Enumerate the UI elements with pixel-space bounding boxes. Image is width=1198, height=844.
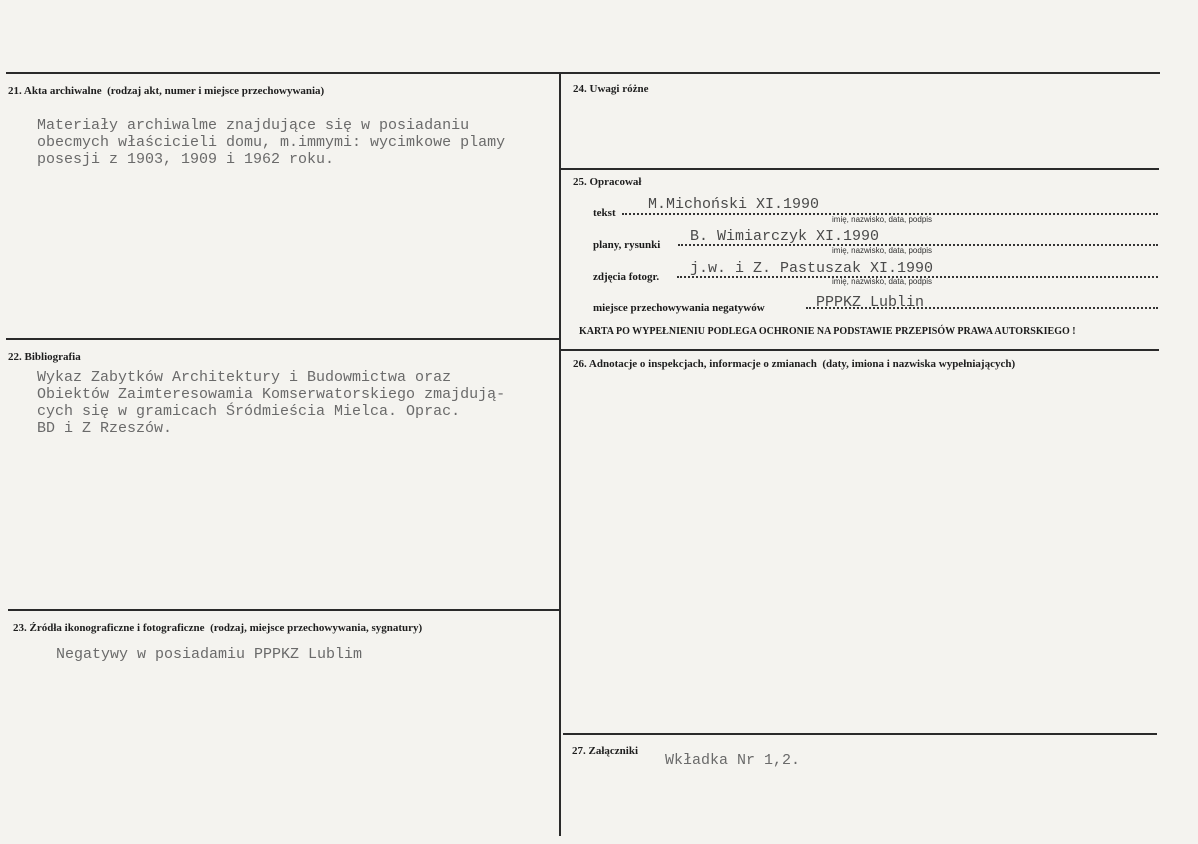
field-tekst-label: tekst [593, 207, 616, 219]
section-24-label: 24. Uwagi różne [573, 83, 649, 95]
section-22-label: 22. Bibliografia [8, 351, 81, 363]
section-22-line-1: Wykaz Zabytków Architektury i Budowmictwa oraz [37, 369, 452, 386]
field-plany-hint: imię, nazwisko, data, podpis [832, 246, 933, 255]
section-26-label: 26. Adnotacje o inspekcjach, informacje o zmianach (daty, imiona i nazwiska wypełniających) [573, 358, 1016, 370]
section-22-line-2: Obiektów Zaimteresowamia Komserwatorskiego zmajdują- [37, 386, 506, 403]
divider-25-26 [561, 349, 1159, 351]
field-plany-label: plany, rysunki [593, 239, 661, 251]
field-negatywy-label: miejsce przechowywania negatywów [593, 302, 765, 314]
section-21-line-3: posesji z 1903, 1909 i 1962 roku. [37, 151, 335, 168]
copyright-notice: KARTA PO WYPEŁNIENIU PODLEGA OCHRONIE NA PODSTAWIE PRZEPISÓW PRAWA AUTORSKIEGO ! [579, 326, 1076, 337]
field-negatywy-value: PPPKZ Lublin [816, 294, 925, 311]
section-21-label: 21. Akta archiwalne (rodzaj akt, numer i miejsce przechowywania) [8, 85, 325, 97]
divider-26-27 [563, 733, 1157, 735]
field-tekst-value: M.Michoński XI.1990 [648, 196, 820, 213]
section-21-line-1: Materiały archiwalme znajdujące się w posiadaniu [37, 117, 470, 134]
section-23-label: 23. Źródła ikonograficzne i fotograficzne (rodzaj, miejsce przechowywania, sygnatury) [13, 622, 423, 634]
field-zdjecia-value: j.w. i Z. Pastuszak XI.1990 [690, 260, 934, 277]
field-tekst-hint: imię, nazwisko, data, podpis [832, 215, 933, 224]
field-zdjecia-label: zdjęcia fotogr. [593, 271, 660, 283]
section-27-value: Wkładka Nr 1,2. [665, 752, 801, 769]
section-23-line-1: Negatywy w posiadamiu PPPKZ Lublim [56, 646, 363, 663]
section-21-line-2: obecmych właścicieli domu, m.immymi: wycimkowe plamy [37, 134, 506, 151]
divider-vertical-left [559, 72, 561, 836]
section-27-label: 27. Załączniki [572, 745, 639, 757]
divider-21-22 [6, 338, 561, 340]
field-plany-value: B. Wimiarczyk XI.1990 [690, 228, 880, 245]
section-25-label: 25. Opracował [573, 176, 642, 188]
section-22-line-4: BD i Z Rzeszów. [37, 420, 173, 437]
divider-top [6, 72, 1160, 74]
divider-22-23 [8, 609, 561, 611]
section-22-line-3: cych się w gramicach Śródmieścia Mielca. Oprac. [37, 403, 461, 420]
divider-24-25 [561, 168, 1159, 170]
field-zdjecia-hint: imię, nazwisko, data, podpis [832, 277, 933, 286]
